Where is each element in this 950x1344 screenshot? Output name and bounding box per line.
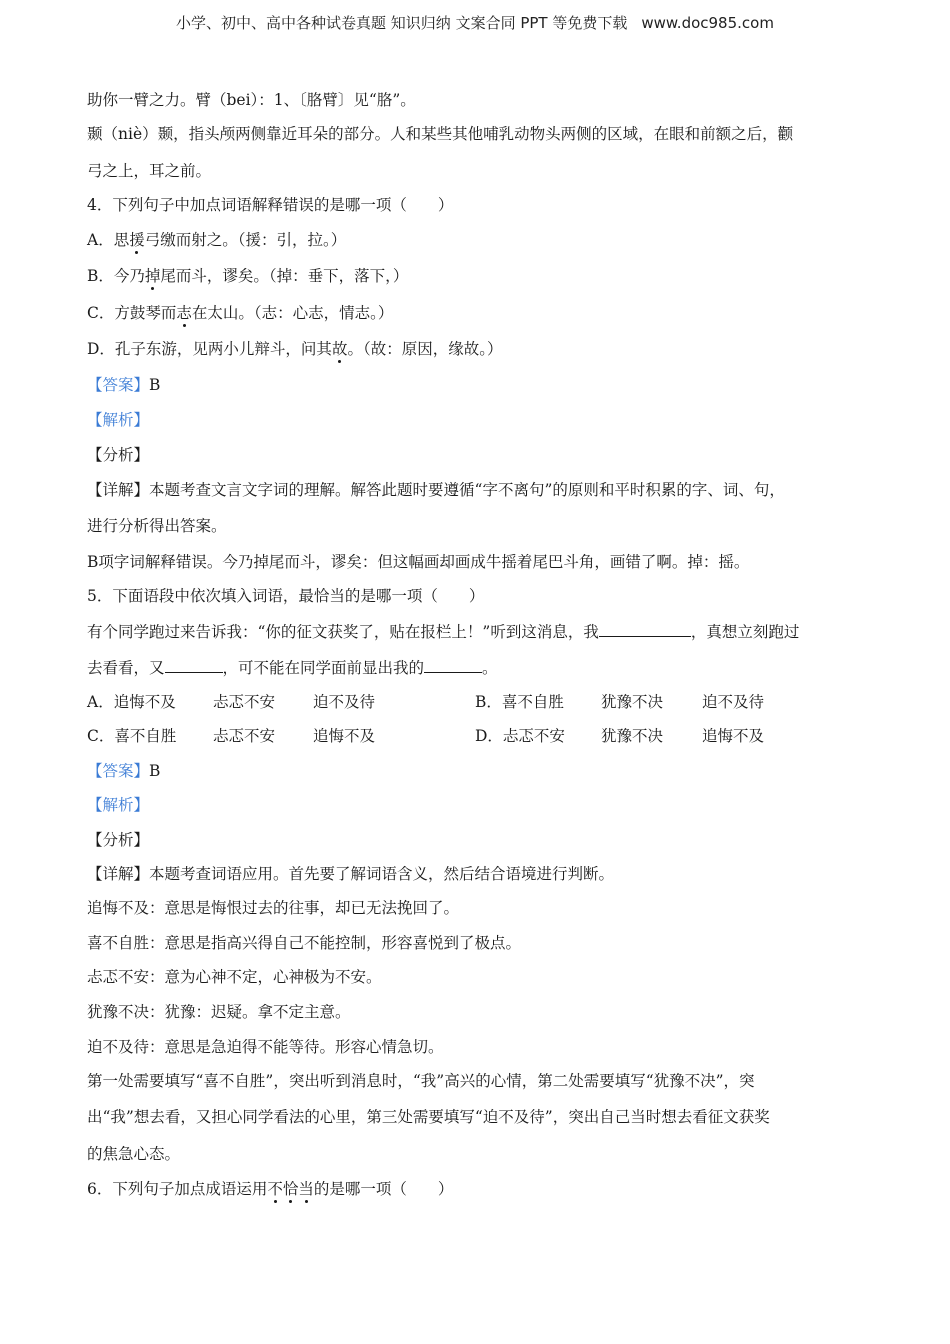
q5-p2-a: 去看看，又 — [87, 659, 165, 677]
q5-option-c-1: C．喜不自胜 — [87, 727, 177, 745]
q5-definition-2: 喜不自胜：意思是指高兴得自己不能控制，形容喜悦到了极点。 — [87, 934, 522, 952]
q5-definition-3: 忐忑不安：意为心神不定，心神极为不安。 — [87, 968, 382, 986]
q4-c-pre: C．方鼓琴而 — [87, 304, 177, 322]
q4-d-dotted: 故 — [331, 340, 348, 358]
q5-definition-5: 迫不及待：意思是急迫得不能等待。形容心情急切。 — [87, 1038, 444, 1056]
q5-option-c-2: 忐忑不安 — [213, 727, 276, 745]
q4-detail-text-1: 本题考查文言文字词的理解。解答此题时要遵循“字不离句”的原则和平时积累的字、词、句， — [149, 481, 785, 499]
q5-answer-tag: 【答案】 — [87, 762, 150, 780]
intro-line-3: 弓之上，耳之前。 — [87, 162, 212, 180]
q5-blank-1[interactable] — [599, 621, 691, 637]
q5-option-b-2: 犹豫不决 — [601, 693, 664, 711]
q5-option-a-3: 迫不及待 — [313, 693, 376, 711]
q5-option-a-2: 忐忑不安 — [213, 693, 276, 711]
q4-d-post: 。（故：原因，缘故。） — [347, 340, 503, 358]
q5-detail-text-1: 本题考查词语应用。首先要了解词语含义，然后结合语境进行判断。 — [149, 865, 615, 883]
q4-answer-value: B — [149, 376, 161, 394]
q4-c-post: 在太山。（志：心志，情志。） — [191, 304, 394, 322]
q4-option-a — [87, 230, 346, 250]
q5-stem: 5．下面语段中依次填入词语，最恰当的是哪一项（ ） — [87, 587, 485, 605]
q5-summary-line-3: 的焦急心态。 — [87, 1145, 181, 1163]
q4-option-b — [87, 266, 408, 286]
q5-option-b-1: B．喜不自胜 — [475, 693, 564, 711]
q4-a-dotted: 援 — [129, 231, 145, 249]
q4-stem: 4．下列句子中加点词语解释错误的是哪一项（ ） — [87, 196, 454, 214]
q5-detail-line-1 — [87, 864, 614, 884]
q4-a-pre: A．思 — [87, 231, 130, 249]
q4-c-dotted: 志 — [176, 304, 192, 322]
q5-jiexi-tag: 【解析】 — [87, 796, 150, 814]
q5-passage-line-1 — [87, 621, 799, 642]
page-header — [0, 12, 950, 33]
q5-p2-b: ，可不能在同学面前显出我的 — [222, 659, 425, 677]
q5-definition-4: 犹豫不决：犹豫：迟疑。拿不定主意。 — [87, 1003, 351, 1021]
q5-definition-1: 追悔不及：意思是悔恨过去的往事，却已无法挽回了。 — [87, 899, 460, 917]
q5-detail-tag: 【详解】 — [87, 865, 150, 883]
q6-stem — [87, 1179, 453, 1199]
intro-line-2: 颞（niè）颞，指头颅两侧靠近耳朵的部分。人和某些其他哺乳动物头两侧的区域，在眼和前额之后，颧 — [87, 125, 794, 143]
q5-answer — [87, 761, 160, 781]
intro-line-1: 助你一臂之力。臂（bei）：1、〔胳臂〕见“胳”。 — [87, 91, 416, 109]
q4-option-d — [87, 339, 502, 359]
q6-stem-pre: 6．下列句子加点成语运用 — [87, 1180, 268, 1198]
q4-d-pre: D．孔子东游，见两小儿辩斗，问其 — [87, 340, 332, 358]
q4-b-pre: B．今乃 — [87, 267, 145, 285]
q4-answer-tag: 【答案】 — [87, 376, 150, 394]
q4-fenxi-tag: 【分析】 — [87, 446, 150, 464]
q6-stem-post: 的是哪一项（ ） — [313, 1180, 454, 1198]
q5-blank-3[interactable] — [424, 657, 482, 673]
q4-a-post: 弓缴而射之。（援：引，拉。） — [144, 231, 347, 249]
q4-answer — [87, 375, 160, 395]
q5-summary-line-1: 第一处需要填写“喜不自胜”，突出听到消息时，“我”高兴的心情，第二处需要填写“犹豫不决”，突 — [87, 1072, 755, 1090]
q5-option-d-3: 追悔不及 — [702, 727, 765, 745]
q5-p1-post: ，真想立刻跑过 — [690, 623, 800, 641]
q4-jiexi-tag: 【解析】 — [87, 411, 150, 429]
header-text: 小学、初中、高中各种试卷真题 知识归纳 文案合同 PPT 等免费下载 — [176, 14, 628, 32]
q4-detail-line-2: 进行分析得出答案。 — [87, 517, 227, 535]
q4-option-c — [87, 303, 393, 323]
q5-option-b-3: 迫不及待 — [702, 693, 765, 711]
q4-b-dotted: 掉 — [144, 267, 161, 285]
q4-detail-line-1 — [87, 480, 785, 500]
q5-fenxi-tag: 【分析】 — [87, 831, 150, 849]
q6-dotted-1: 不 — [267, 1180, 283, 1198]
q5-summary-line-2: 出“我”想去看，又担心同学看法的心里，第三处需要填写“迫不及待”，突出自己当时想去看征文获奖 — [87, 1108, 770, 1126]
q6-dotted-2: 恰 — [282, 1180, 299, 1198]
q4-detail-line-3: B项字词解释错误。今乃掉尾而斗，谬矣：但这幅画却画成牛摇着尾巴斗角，画错了啊。掉：摇。 — [87, 553, 750, 571]
header-site: www.doc985.com — [641, 14, 774, 32]
q5-option-c-3: 追悔不及 — [313, 727, 376, 745]
q5-option-a-1: A．追悔不及 — [87, 693, 176, 711]
q4-b-post: 尾而斗，谬矣。（掉：垂下，落下，） — [160, 267, 409, 285]
q4-detail-tag: 【详解】 — [87, 481, 150, 499]
q5-option-d-1: D．忐忑不安 — [475, 727, 565, 745]
q5-option-d-2: 犹豫不决 — [601, 727, 664, 745]
q5-p1-pre: 有个同学跑过来告诉我：“你的征文获奖了，贴在报栏上！”听到这消息，我 — [87, 623, 599, 641]
q5-blank-2[interactable] — [165, 657, 223, 673]
q5-answer-value: B — [149, 762, 161, 780]
q6-dotted-3: 当 — [298, 1180, 314, 1198]
q5-p2-c: 。 — [482, 659, 498, 677]
q5-passage-line-2 — [87, 657, 498, 678]
